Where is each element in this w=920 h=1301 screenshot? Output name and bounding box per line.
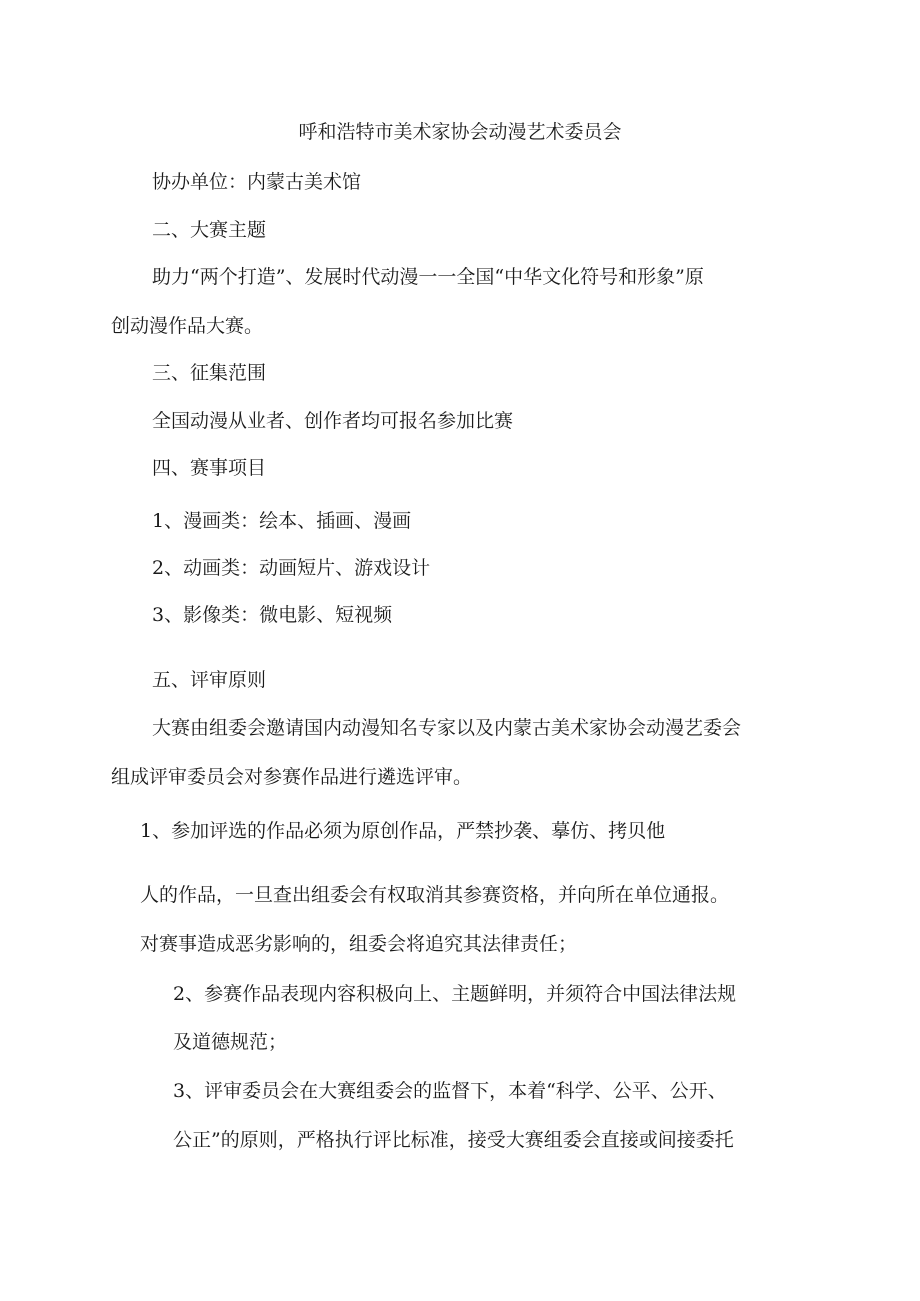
document-title: 呼和浩特市美术家协会动漫艺术委员会: [298, 121, 622, 143]
rule1-line1: 1、参加评选的作品必须为原创作品，严禁抄袭、摹仿、拷贝他: [140, 820, 666, 842]
section4-item-2: 2、动画类：动画短片、游戏设计: [152, 557, 431, 579]
section5-intro-line2: 组成评审委员会对参赛作品进行遴选评审。: [111, 766, 473, 788]
section2-text-line1: 助力“两个打造”、发展时代动漫一一全国“中华文化符号和形象”原: [152, 266, 704, 288]
rule3-line1: 3、评审委员会在大赛组委会的监督下，本着“科学、公平、公开、: [173, 1080, 727, 1102]
rule2-line1: 2、参赛作品表现内容积极向上、主题鲜明，并须符合中国法律法规: [173, 983, 737, 1005]
section2-heading: 二、大赛主题: [152, 219, 267, 241]
section3-heading: 三、征集范围: [152, 362, 267, 384]
section5-intro-line1: 大赛由组委会邀请国内动漫知名专家以及内蒙古美术家协会动漫艺委会: [152, 717, 742, 739]
section3-text: 全国动漫从业者、创作者均可报名参加比赛: [152, 410, 514, 432]
rule1-line3: 对赛事造成恶劣影响的，组委会将追究其法律责任；: [140, 933, 578, 955]
rule3-line2: 公正”的原则，严格执行评比标准，接受大赛组委会直接或间接委托: [173, 1129, 734, 1151]
section4-item-1: 1、漫画类：绘本、插画、漫画: [152, 510, 412, 532]
section4-heading: 四、赛事项目: [152, 457, 267, 479]
section2-text-line2: 创动漫作品大赛。: [111, 315, 264, 337]
rule2-line2: 及道德规范；: [173, 1031, 288, 1053]
section4-item-3: 3、影像类：微电影、短视频: [152, 604, 393, 626]
rule1-line2: 人的作品，一旦查出组委会有权取消其参赛资格，并向所在单位通报。: [140, 884, 730, 906]
section5-heading: 五、评审原则: [152, 669, 267, 691]
co-organizer: 协办单位：内蒙古美术馆: [152, 171, 362, 193]
